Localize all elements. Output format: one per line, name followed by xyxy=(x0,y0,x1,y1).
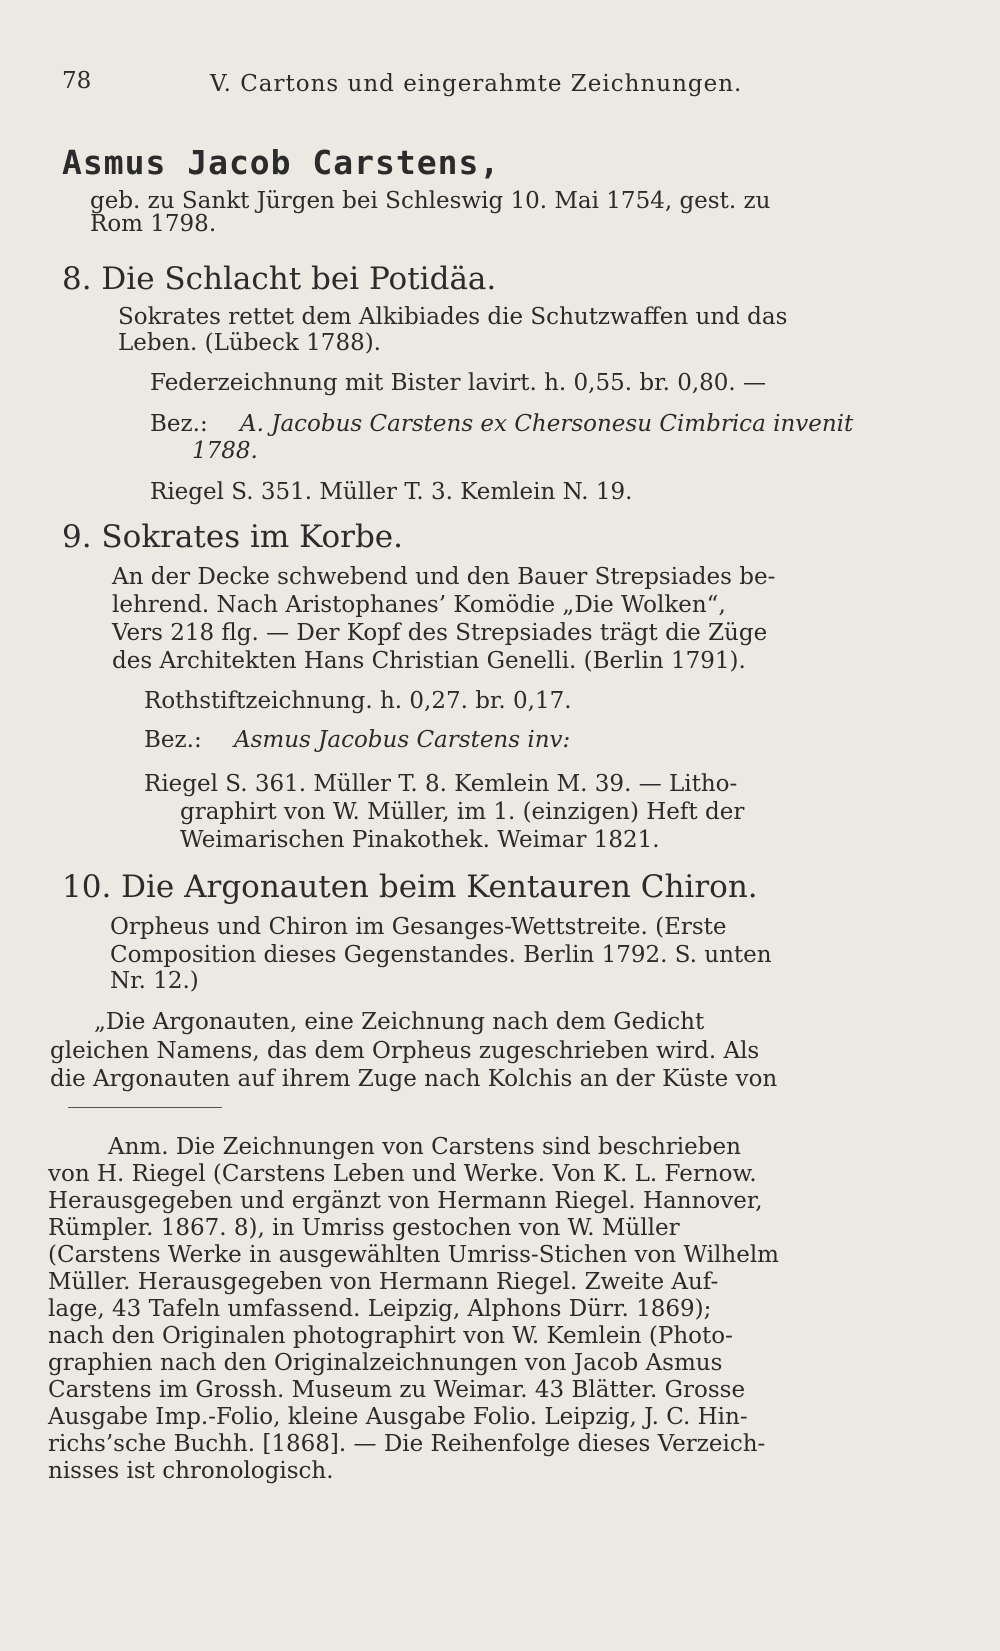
entry-description: des Architekten Hans Christian Genelli. (Berlin 1791). xyxy=(112,648,746,674)
footnote-line: Anm. Die Zeichnungen von Carstens sind beschrieben xyxy=(108,1134,741,1160)
footnote-line: von H. Riegel (Carstens Leben und Werke. Von K. L. Fernow. xyxy=(48,1161,757,1187)
footnote-line: Carstens im Grossh. Museum zu Weimar. 43 Blätter. Grosse xyxy=(48,1377,746,1403)
entry-signature: Asmus Jacobus Carstens inv: xyxy=(234,727,571,753)
footnote-line: (Carstens Werke in ausgewählten Umriss-Stichen von Wilhelm xyxy=(48,1242,779,1268)
entry-quote: „Die Argonauten, eine Zeichnung nach dem Gedicht xyxy=(94,1009,705,1035)
entry-references: Riegel S. 351. Müller T. 3. Kemlein N. 19. xyxy=(150,479,633,505)
footnote-line: graphien nach den Originalzeichnungen von Jacob Asmus xyxy=(48,1350,723,1376)
artist-bio-line: geb. zu Sankt Jürgen bei Schleswig 10. Mai 1754, gest. zu xyxy=(90,188,771,214)
entry-references: graphirt von W. Müller, im 1. (einzigen) Heft der xyxy=(180,799,745,825)
entry-references: Riegel S. 361. Müller T. 8. Kemlein M. 39. — Litho- xyxy=(144,771,738,797)
entry-description: Composition dieses Gegenstandes. Berlin 1792. S. unten xyxy=(110,942,772,968)
entry-description: Sokrates rettet dem Alkibiades die Schutzwaffen und das xyxy=(118,304,788,330)
entry-signature-label: Bez.: xyxy=(150,411,208,437)
entry-description: Vers 218 flg. — Der Kopf des Strepsiades trägt die Züge xyxy=(112,620,768,646)
footnote-line: Rümpler. 1867. 8), in Umriss gestochen von W. Müller xyxy=(48,1215,680,1241)
footnote-line: Müller. Herausgegeben von Hermann Riegel. Zweite Auf- xyxy=(48,1269,719,1295)
entry-signature: A. Jacobus Carstens ex Chersonesu Cimbrica invenit xyxy=(240,411,854,437)
entry-quote: gleichen Namens, das dem Orpheus zugeschrieben wird. Als xyxy=(50,1038,760,1064)
entry-signature-label: Bez.: xyxy=(144,727,202,753)
entry-title: 8. Die Schlacht bei Potidäa. xyxy=(62,261,497,297)
entry-signature: 1788. xyxy=(192,438,258,464)
artist-name: Asmus Jacob Carstens, xyxy=(62,143,501,182)
footnote-line: Herausgegeben und ergänzt von Hermann Riegel. Hannover, xyxy=(48,1188,763,1214)
entry-quote: die Argonauten auf ihrem Zuge nach Kolchis an der Küste von xyxy=(50,1066,778,1092)
entry-references: Weimarischen Pinakothek. Weimar 1821. xyxy=(180,827,660,853)
footnote-line: nisses ist chronologisch. xyxy=(48,1458,334,1484)
entry-description: Orpheus und Chiron im Gesanges-Wettstreite. (Erste xyxy=(110,914,727,940)
entry-title: 9. Sokrates im Korbe. xyxy=(62,519,403,555)
footnote-separator xyxy=(68,1107,222,1108)
entry-description: lehrend. Nach Aristophanes’ Komödie „Die Wolken“, xyxy=(112,592,726,618)
footnote-line: nach den Originalen photographirt von W. Kemlein (Photo- xyxy=(48,1323,733,1349)
entry-description: Leben. (Lübeck 1788). xyxy=(118,330,381,356)
footnote-line: richs’sche Buchh. [1868]. — Die Reihenfolge dieses Verzeich- xyxy=(48,1431,766,1457)
page-number: 78 xyxy=(62,68,92,94)
entry-technique: Rothstiftzeichnung. h. 0,27. br. 0,17. xyxy=(144,688,572,714)
entry-description: Nr. 12.) xyxy=(110,968,199,994)
artist-bio-line: Rom 1798. xyxy=(90,211,217,237)
entry-technique: Federzeichnung mit Bister lavirt. h. 0,55. br. 0,80. — xyxy=(150,370,767,396)
running-title: V. Cartons und eingerahmte Zeichnungen. xyxy=(210,71,743,97)
footnote-line: lage, 43 Tafeln umfassend. Leipzig, Alphons Dürr. 1869); xyxy=(48,1296,712,1322)
entry-description: An der Decke schwebend und den Bauer Strepsiades be- xyxy=(112,564,776,590)
footnote-line: Ausgabe Imp.-Folio, kleine Ausgabe Folio. Leipzig, J. C. Hin- xyxy=(48,1404,748,1430)
entry-title: 10. Die Argonauten beim Kentauren Chiron. xyxy=(62,869,758,905)
